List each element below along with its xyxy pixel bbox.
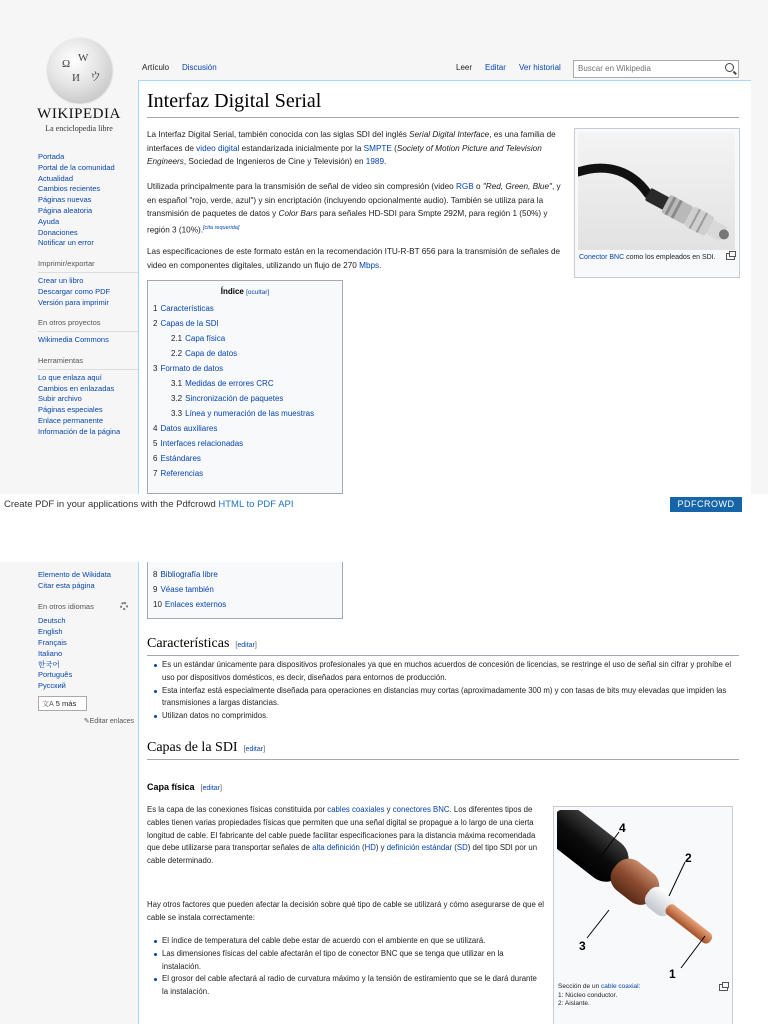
text: estandarizada inicialmente por la: [239, 143, 364, 153]
sidebar-link[interactable]: Elemento de Wikidata: [38, 570, 111, 579]
callout-label: 3: [579, 939, 586, 953]
translate-icon: 文A: [42, 700, 54, 708]
edit-section-link[interactable]: editar: [237, 642, 255, 649]
tab-history[interactable]: Ver historial: [519, 63, 561, 72]
link-mbps[interactable]: Mbps: [359, 260, 380, 270]
enlarge-icon[interactable]: [719, 984, 728, 991]
toc-item[interactable]: [153, 364, 223, 373]
toc-number: 1: [153, 304, 158, 313]
tagline: La enciclopedia libre: [45, 124, 113, 133]
text: .: [384, 157, 387, 166]
sidebar-heading-tools: Herramientas: [38, 356, 138, 370]
text: ) del tipo SDI por un cable determinado.: [147, 843, 538, 866]
more-languages-label: 5 más: [55, 698, 77, 708]
text: Society of Motion Picture and Television Engineers: [147, 143, 542, 166]
sidebar-link[interactable]: Información de la página: [38, 426, 121, 436]
text: La Interfaz Digital Serial, también conocida con las siglas SDI del inglés: [147, 130, 410, 139]
pdf-page-2: [0, 562, 768, 1024]
toc-item[interactable]: [171, 394, 283, 403]
text: , Sociedad de Ingenieros de Cine y Televisión) en: [183, 157, 366, 166]
physical-layer-paragraph: [147, 804, 547, 868]
caption-text: como los empleados en SDI.: [624, 254, 716, 261]
language-link[interactable]: Português: [38, 670, 73, 680]
figure-caption: [579, 253, 727, 262]
sidebar-link[interactable]: Portada: [38, 152, 65, 161]
pencil-icon: ✎: [83, 717, 90, 725]
sidebar-link[interactable]: Citar esta página: [38, 580, 95, 590]
edit-section-link[interactable]: editar: [202, 785, 220, 792]
sidebar-link[interactable]: Actualidad: [38, 173, 74, 183]
title-divider: [147, 117, 739, 118]
edit-section-link[interactable]: editar: [245, 746, 264, 753]
globe-glyph: ウ: [90, 71, 101, 83]
text: Es la capa de las conexiones físicas constituida por: [147, 805, 328, 814]
text: ) y: [375, 843, 387, 853]
text: , y en español "rojo, verde, azul") y sin encriptación (incluyendo opcionalmente audio). También se utiliza para la transmisión de paquetes de datos y: [147, 182, 561, 218]
toc-number: 3: [153, 364, 158, 373]
link-sd-definition[interactable]: definición estándar: [386, 843, 453, 853]
heading-divider: [147, 759, 739, 760]
toc-label: Formato de datos: [160, 364, 224, 373]
heading-text: Características: [147, 636, 230, 651]
list-item: Es un estándar únicamente para dispositivos profesionales ya que en muchos acuerdos de concesión de licencias, se restringe el uso de señal sin cifrar y prohíbe el uso por dispositivos domésticos, es decir, diseñados para entornos de producción.: [154, 659, 739, 685]
section-edit: [editar]: [200, 785, 222, 792]
factors-paragraph: Hay otros factores que pueden afectar la decisión sobre qué tipo de cable se utilizará y cómo asegurarse de que el cable se instala correctamente:: [147, 900, 545, 922]
pdf-page-1: [0, 0, 768, 494]
text: Las especificaciones de este formato están en la recomendación ITU-R-BT 656 para la transmisión de señales de video en componentes digitales, utilizando un flujo de 270: [147, 247, 561, 270]
intro-paragraph: [147, 128, 565, 169]
language-link[interactable]: Français: [38, 637, 67, 647]
link-hd-definition[interactable]: alta definición: [312, 843, 360, 853]
sidebar-link[interactable]: Donaciones: [38, 227, 78, 237]
toc-label: Bibliografía libre: [160, 570, 218, 579]
heading-text: Capas de la SDI: [147, 740, 238, 755]
section-heading-capas: [147, 740, 265, 756]
toc-label: Características: [160, 304, 214, 313]
text: (: [391, 143, 397, 153]
sidebar-link[interactable]: Notificar un error: [38, 238, 94, 248]
sidebar-link[interactable]: Enlace permanente: [38, 415, 104, 425]
sidebar-link[interactable]: Wikimedia Commons: [38, 335, 109, 345]
factors-list: [154, 935, 539, 999]
toc-item[interactable]: [153, 439, 243, 448]
toc-number: 7: [153, 469, 158, 478]
list-item: Esta interfaz está especialmente diseñada para operaciones en distancias muy cortas (aproximadamente 300 m) y con tasas de bits muy elevadas que impiden las transmisiones a largas distancias.: [154, 685, 739, 711]
heading-text: Capa física: [147, 782, 195, 792]
toc-label: Capa de datos: [185, 349, 238, 358]
callout-label: 2: [685, 851, 692, 865]
gear-icon[interactable]: [120, 602, 128, 610]
toc-item[interactable]: [153, 454, 201, 463]
sidebar-link[interactable]: Lo que enlaza aquí: [38, 372, 102, 382]
puzzle-globe-icon: [48, 38, 112, 102]
sidebar: [38, 152, 138, 438]
sidebar-link[interactable]: Páginas nuevas: [38, 195, 92, 205]
sidebar-link[interactable]: Versión para imprimir: [38, 297, 109, 307]
nav-main: [38, 152, 138, 249]
list-item: Las dimensiones físicas del cable afectarán el tipo de conector BNC que se tenga que utilizar en la instalación.: [154, 948, 539, 974]
link-bnc-connectors[interactable]: conectores BNC: [392, 805, 450, 814]
language-link[interactable]: Русский: [38, 681, 66, 691]
subsection-heading-capa-fisica: [147, 782, 222, 792]
toc-number: 3.2: [171, 394, 183, 403]
toc-number: 10: [153, 600, 162, 609]
link-sd[interactable]: SD: [456, 843, 468, 853]
wordmark: WIKIPEDIA: [37, 106, 121, 122]
table-of-contents: [147, 280, 343, 494]
tab-read[interactable]: Leer: [456, 63, 473, 72]
text: , es una familia de interfaces de: [147, 130, 556, 153]
more-languages-button[interactable]: [38, 696, 87, 711]
toc-item[interactable]: [171, 409, 314, 418]
toc-label: Capa física: [185, 334, 226, 343]
text: "Red, Green, Blue": [482, 182, 552, 191]
bnc-connector-image[interactable]: [578, 132, 735, 250]
section-edit: [editar]: [243, 746, 266, 753]
text: para señales HD-SDI para Smpte 292M, para región 1 (50%) y región 3 (10%).: [147, 209, 548, 235]
toc-label: Medidas de errores CRC: [185, 379, 274, 388]
toc-number: 2.2: [171, 349, 183, 358]
toc-item[interactable]: [153, 469, 203, 478]
toc-item[interactable]: [153, 570, 218, 579]
globe-glyph: И: [72, 72, 80, 84]
toc-number: 2.1: [171, 334, 183, 343]
globe-glyph: W: [78, 52, 89, 64]
sidebar-link[interactable]: Páginas especiales: [38, 405, 103, 415]
callout-label: 1: [669, 967, 676, 981]
link-rgb[interactable]: RGB: [456, 182, 474, 191]
edit-links-label: Editar enlaces: [89, 717, 134, 725]
link-bnc-connector[interactable]: Conector BNC: [579, 254, 625, 261]
link-1989[interactable]: 1989: [365, 157, 385, 166]
coaxial-cable-figure: [553, 806, 733, 1024]
toc-label: Capas de la SDI: [160, 319, 219, 328]
pdfcrowd-api-link[interactable]: HTML to PDF API: [218, 499, 294, 510]
toc-item[interactable]: [153, 304, 214, 313]
text: (: [452, 843, 457, 853]
features-list: [154, 659, 739, 723]
toc-label: Interfaces relacionadas: [160, 439, 244, 448]
list-item: El índice de temperatura del cable debe estar de acuerdo con el ambiente en que se utilizará.: [154, 935, 539, 948]
heading-divider: [147, 655, 739, 656]
toc-hide-link[interactable]: [ocultar]: [246, 289, 270, 296]
toc-item[interactable]: [153, 585, 214, 594]
pdfcrowd-button[interactable]: PDFCROWD: [670, 497, 742, 512]
sidebar: [38, 570, 138, 728]
legend-item: 1: Núcleo conductor.: [558, 991, 618, 999]
toc-number: 6: [153, 454, 158, 463]
sidebar-link[interactable]: Crear un libro: [38, 275, 84, 285]
sidebar-link[interactable]: Cambios recientes: [38, 184, 101, 194]
pdfcrowd-message: Create PDF in your applications with the Pdfcrowd: [4, 499, 219, 510]
section-edit: [editar]: [235, 642, 257, 649]
tab-article[interactable]: Artículo: [142, 63, 170, 72]
language-link[interactable]: Deutsch: [38, 616, 66, 626]
toc-number: 5: [153, 439, 158, 448]
bnc-connector-drawing: [578, 132, 735, 250]
toc-label: Sincronización de paquetes: [185, 394, 284, 403]
toc-item[interactable]: [153, 600, 226, 609]
tab-discussion[interactable]: Discusión: [182, 63, 217, 72]
link-coaxial-cables[interactable]: cables coaxiales: [327, 805, 385, 814]
toc-label: Estándares: [160, 454, 201, 463]
figure-caption: [558, 983, 718, 1009]
language-link[interactable]: Italiano: [38, 648, 63, 658]
text: .: [379, 260, 382, 270]
toc-title: [148, 287, 342, 296]
sidebar-link[interactable]: Página aleatoria: [38, 205, 93, 215]
toc-number: 9: [153, 585, 158, 594]
usage-paragraph: [147, 180, 565, 237]
search-box: [573, 60, 739, 78]
text: Serial Digital Interface: [409, 130, 490, 139]
text: (: [359, 843, 365, 853]
text: Color Bars: [278, 209, 318, 218]
language-link[interactable]: 한국어: [38, 659, 60, 669]
search-input[interactable]: [574, 61, 718, 75]
toc-number: 2: [153, 319, 158, 328]
toc-item[interactable]: [153, 319, 219, 328]
content-border: [138, 562, 139, 1024]
toc-item[interactable]: [171, 349, 237, 358]
legend-item: 2: Aislante.: [558, 1000, 590, 1007]
page-title: Interfaz Digital Serial: [147, 90, 322, 112]
table-of-contents-continued: [147, 562, 343, 619]
spec-paragraph: [147, 245, 565, 272]
languages-heading-text: En otros idiomas: [38, 601, 94, 611]
toc-label: Véase también: [160, 585, 214, 594]
citation-needed-link[interactable]: [cita requerida]: [202, 224, 240, 231]
edit-links[interactable]: [38, 717, 134, 728]
text: Utilizada principalmente para la transmisión de señal de video sin compresión (video: [147, 182, 457, 191]
toc-label: Línea y numeración de las muestras: [185, 409, 315, 418]
text: y: [384, 805, 393, 814]
callout-label: 4: [619, 821, 626, 835]
coaxial-cable-diagram[interactable]: [557, 810, 727, 982]
toc-item[interactable]: [153, 424, 217, 433]
toc-number: 3.3: [171, 409, 183, 418]
sidebar-link[interactable]: Portal de la comunidad: [38, 162, 115, 172]
sidebar-link[interactable]: Cambios en enlazadas: [38, 383, 115, 393]
toc-number: 8: [153, 570, 158, 579]
tab-edit[interactable]: Editar: [485, 63, 506, 72]
toc-item[interactable]: [171, 334, 225, 343]
text: o: [473, 182, 483, 191]
caption-text: Sección de un: [558, 983, 602, 990]
sidebar-link[interactable]: Ayuda: [38, 216, 60, 226]
link-hd[interactable]: HD: [364, 843, 376, 853]
pdfcrowd-text: [4, 499, 294, 510]
bnc-figure: [574, 128, 740, 278]
wikipedia-logo[interactable]: [34, 38, 124, 134]
toc-number: 4: [153, 424, 158, 433]
section-heading-caracteristicas: [147, 636, 257, 652]
languages-heading: [38, 602, 128, 613]
sidebar-link[interactable]: Descargar como PDF: [38, 286, 111, 296]
search-icon[interactable]: [725, 63, 734, 72]
link-coaxial-cable[interactable]: cable coaxial: [601, 983, 639, 990]
list-item: Utilizan datos no comprimidos.: [154, 710, 739, 723]
toc-heading: Índice: [220, 287, 244, 296]
toc-number: 3.1: [171, 379, 183, 388]
toc-item[interactable]: [171, 379, 274, 388]
list-item: El grosor del cable afectará al radio de curvatura máximo y la tensión de estiramiento que se le dará durante la instalación.: [154, 973, 539, 999]
language-link[interactable]: English: [38, 627, 63, 637]
toc-label: Datos auxiliares: [160, 424, 218, 433]
pdfcrowd-footer: [0, 495, 768, 515]
link-smpte[interactable]: SMPTE: [363, 143, 392, 153]
enlarge-icon[interactable]: [726, 253, 735, 260]
sidebar-heading-projects: En otros proyectos: [38, 318, 138, 332]
sidebar-heading-print: Imprimir/exportar: [38, 259, 138, 273]
toc-label: Referencias: [160, 469, 204, 478]
sidebar-link[interactable]: Subir archivo: [38, 394, 82, 404]
caption-text: :: [638, 983, 641, 990]
toc-label: Enlaces externos: [164, 600, 227, 609]
globe-glyph: Ω: [62, 58, 71, 70]
text: . Los diferentes tipos de cables tienen varias propiedades físicas que permiten que una señal digital se propague a lo largo de una cierta longitud de cable. El fabricante del cable puede facilitar especificaciones para la distancia máxima recomendada que debe utilizarse para transportar señales de: [147, 805, 536, 853]
link-video-digital[interactable]: video digital: [196, 143, 240, 153]
